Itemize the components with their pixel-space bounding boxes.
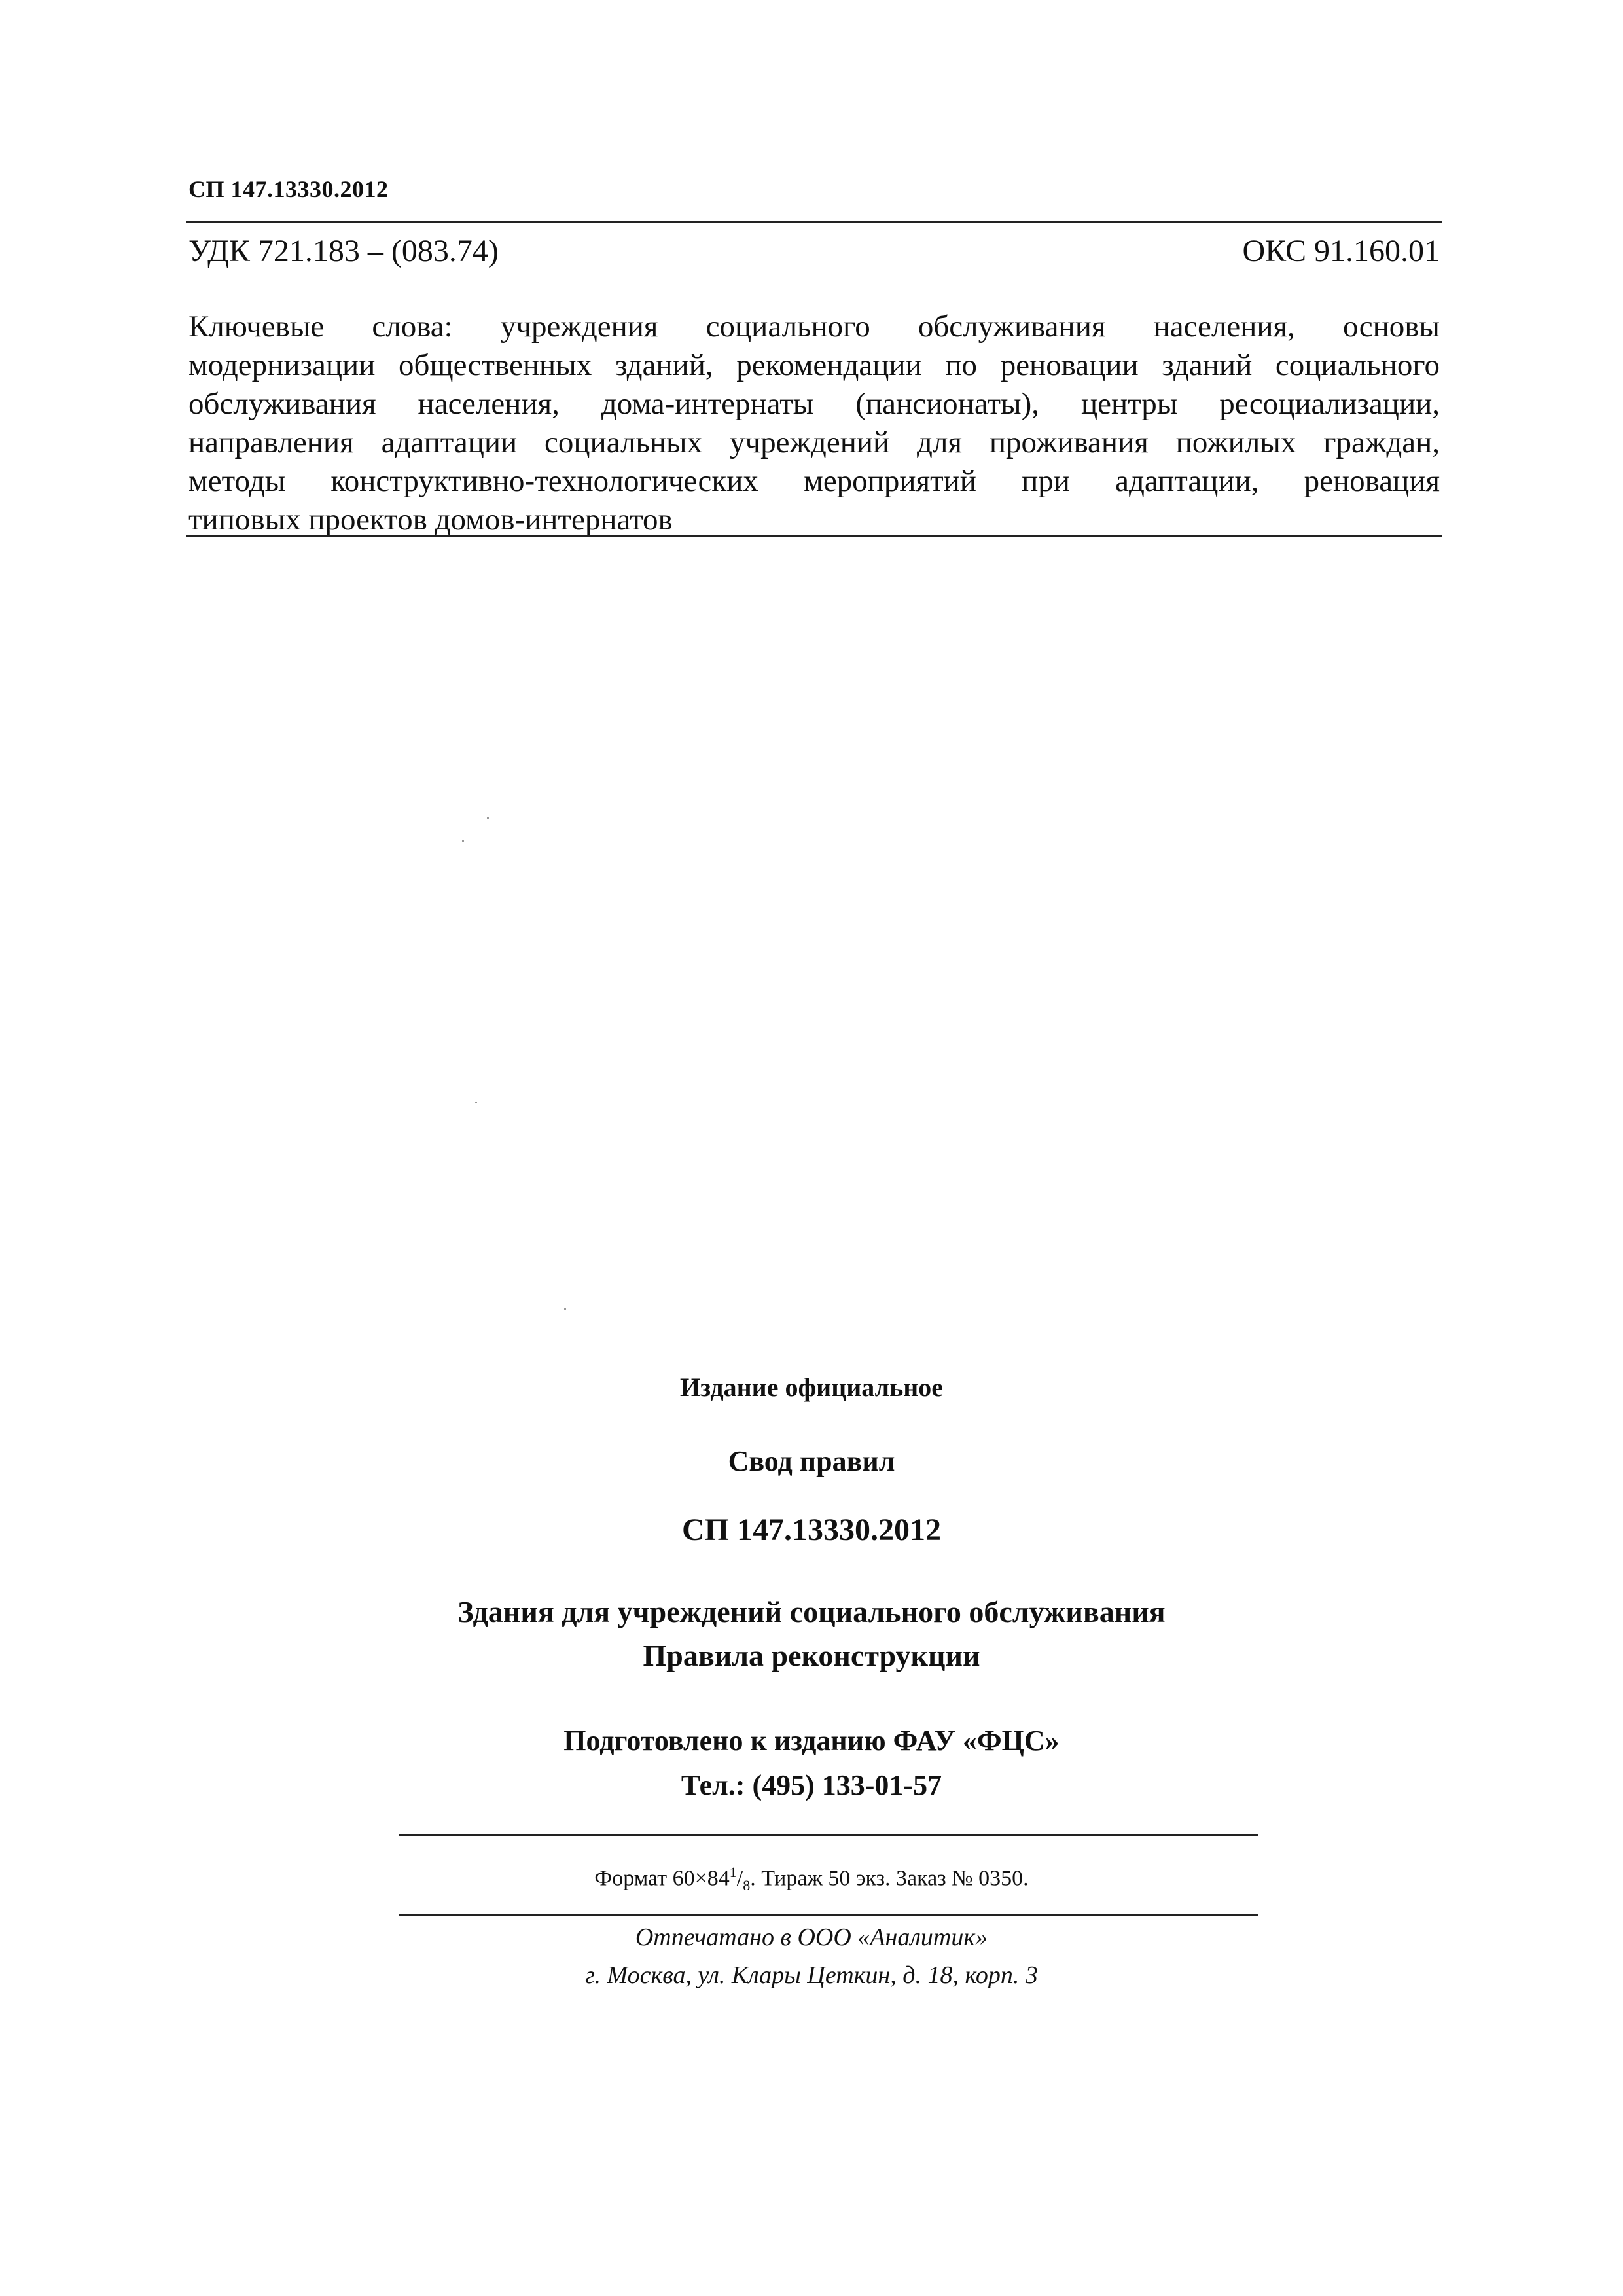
official-edition-label: Издание официальное — [679, 1372, 944, 1402]
print-format-line — [0, 1864, 1623, 1894]
classification-row — [188, 233, 1440, 269]
publisher-phone: Тел.: (495) 133-01-57 — [681, 1769, 942, 1801]
keywords-divider — [186, 535, 1442, 537]
keywords-line: типовых проектов домов-интернатов — [188, 503, 673, 537]
scan-speck — [487, 817, 489, 819]
keywords-line: обслуживания населения, дома-интернаты (пансионаты), центры ресоциализации, — [188, 387, 1440, 421]
format-fraction-numerator: 1 — [729, 1864, 737, 1880]
document-code: СП 147.13330.2012 — [188, 176, 389, 202]
standard-number: СП 147.13330.2012 — [682, 1513, 941, 1547]
header-divider — [186, 221, 1442, 223]
keywords-line: модернизации общественных зданий, рекомендации по реновации зданий социального — [188, 348, 1440, 382]
scan-speck — [462, 840, 464, 842]
keywords-paragraph — [188, 308, 1440, 539]
printer-address: г. Москва, ул. Клары Цеткин, д. 18, корп. 3 — [585, 1962, 1038, 1989]
format-fraction-denominator: 8 — [743, 1877, 751, 1894]
imprint-divider-top — [399, 1834, 1258, 1836]
format-prefix: Формат 60×84 — [594, 1866, 730, 1891]
publisher-line: Подготовлено к изданию ФАУ «ФЦС» — [563, 1725, 1060, 1757]
document-title-line-2: Правила реконструкции — [643, 1639, 980, 1672]
oks-code: ОКС 91.160.01 — [1242, 234, 1440, 268]
imprint-divider-bottom — [399, 1914, 1258, 1916]
keywords-line: методы конструктивно-технологических мероприятий при адаптации, реновация — [188, 464, 1440, 498]
keywords-line: Ключевые слова: учреждения социального обслуживания населения, основы — [188, 310, 1440, 344]
scan-speck — [564, 1308, 566, 1310]
document-title-line-1: Здания для учреждений социального обслуживания — [457, 1595, 1166, 1628]
format-suffix: . Тираж 50 экз. Заказ № 0350. — [750, 1866, 1029, 1891]
format-fraction-slash: / — [736, 1866, 743, 1891]
code-of-rules-label: Свод правил — [728, 1445, 895, 1477]
printer-name: Отпечатано в ООО «Аналитик» — [635, 1924, 988, 1951]
udk-code: УДК 721.183 – (083.74) — [188, 234, 499, 268]
keywords-line: направления адаптации социальных учреждений для проживания пожилых граждан, — [188, 425, 1440, 459]
scan-speck — [475, 1102, 477, 1103]
